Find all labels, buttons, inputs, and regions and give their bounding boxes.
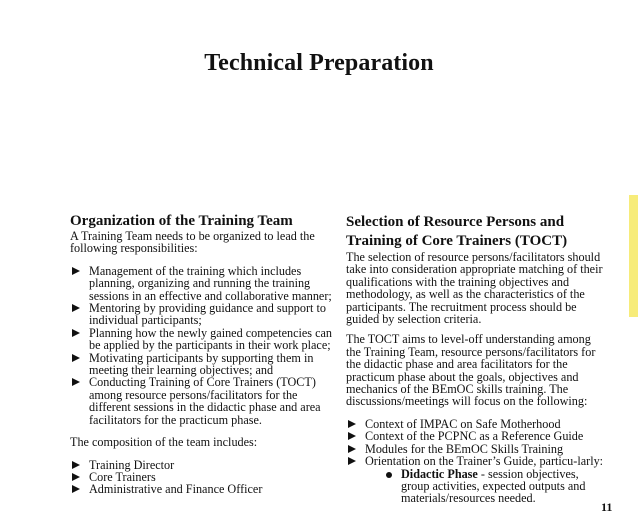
focus-list xyxy=(346,418,608,505)
toct-paragraph: The TOCT aims to level-off understanding among the Training Team, resource persons/facilitators for the didactic phase and area facilitators for the practicum phase about the goals, objectives and mechanics of the BEmOC skills training. The discussions/meetings will focus on the following: xyxy=(346,332,596,409)
left-column xyxy=(70,213,332,496)
composition-intro: The composition of the team includes: xyxy=(70,435,258,450)
list-item: Context of IMPAC on Safe Motherhood xyxy=(346,418,608,430)
list-item: Mentoring by providing guidance and support to individual participants; xyxy=(70,302,332,327)
sub-list xyxy=(383,468,608,505)
list-item: Administrative and Finance Officer xyxy=(70,483,332,495)
list-item: Core Trainers xyxy=(70,471,332,483)
list-item: Orientation on the Trainer’s Guide, particu-larly: Didactic Phase - session objectives, group activities, expected outputs and materials/resources needed. xyxy=(346,455,608,505)
list-item: Conducting Training of Core Trainers (TOCT) among resource persons/facilitators for the different sessions in the didactic phase and area facilitators for the practicum phase. xyxy=(70,376,332,426)
triangle-bullet-icon xyxy=(348,420,356,428)
triangle-bullet-icon xyxy=(348,457,356,465)
triangle-bullet-icon xyxy=(72,461,80,469)
list-item: Context of the PCPNC as a Reference Guide xyxy=(346,430,608,442)
triangle-bullet-icon xyxy=(72,354,80,362)
training-team-intro: A Training Team needs to be organized to lead the following responsibilities: xyxy=(70,229,315,256)
triangle-bullet-icon xyxy=(72,485,80,493)
page-number: 11 xyxy=(601,500,613,514)
list-item: Management of the training which includes planning, organizing and running the training sessions in an effective and collaborative manner; xyxy=(70,265,332,302)
triangle-bullet-icon xyxy=(72,473,80,481)
list-item: Motivating participants by supporting them in meeting their learning objectives; and xyxy=(70,352,332,377)
list-item: Training Director xyxy=(70,459,332,471)
responsibilities-list xyxy=(70,265,332,426)
section-heading-training-team: Organization of the Training Team xyxy=(70,213,293,229)
triangle-bullet-icon xyxy=(72,329,80,337)
composition-list xyxy=(70,459,332,496)
triangle-bullet-icon xyxy=(72,304,80,312)
right-column xyxy=(346,213,608,505)
triangle-bullet-icon xyxy=(348,432,356,440)
triangle-bullet-icon xyxy=(72,378,80,386)
section-tab-marker xyxy=(629,195,638,317)
list-item: Planning how the newly gained competencies can be applied by the participants in their work place; xyxy=(70,327,332,352)
triangle-bullet-icon xyxy=(348,445,356,453)
triangle-bullet-icon xyxy=(72,267,80,275)
list-item: Didactic Phase - session objectives, group activities, expected outputs and materials/resources needed. xyxy=(383,468,608,505)
list-item: Modules for the BEmOC Skills Training xyxy=(346,443,608,455)
page-title: Technical Preparation xyxy=(204,50,434,76)
section-heading-resource-persons: Selection of Resource Persons and Training of Core Trainers (TOCT) xyxy=(346,214,568,249)
selection-paragraph: The selection of resource persons/facilitators should take into consideration appropriate matching of their qualifications with the training objectives and methodology, as well as the characteristics of the participants. The recruitment process should be guided by selection criteria. xyxy=(346,250,603,327)
round-bullet-icon xyxy=(386,472,392,478)
